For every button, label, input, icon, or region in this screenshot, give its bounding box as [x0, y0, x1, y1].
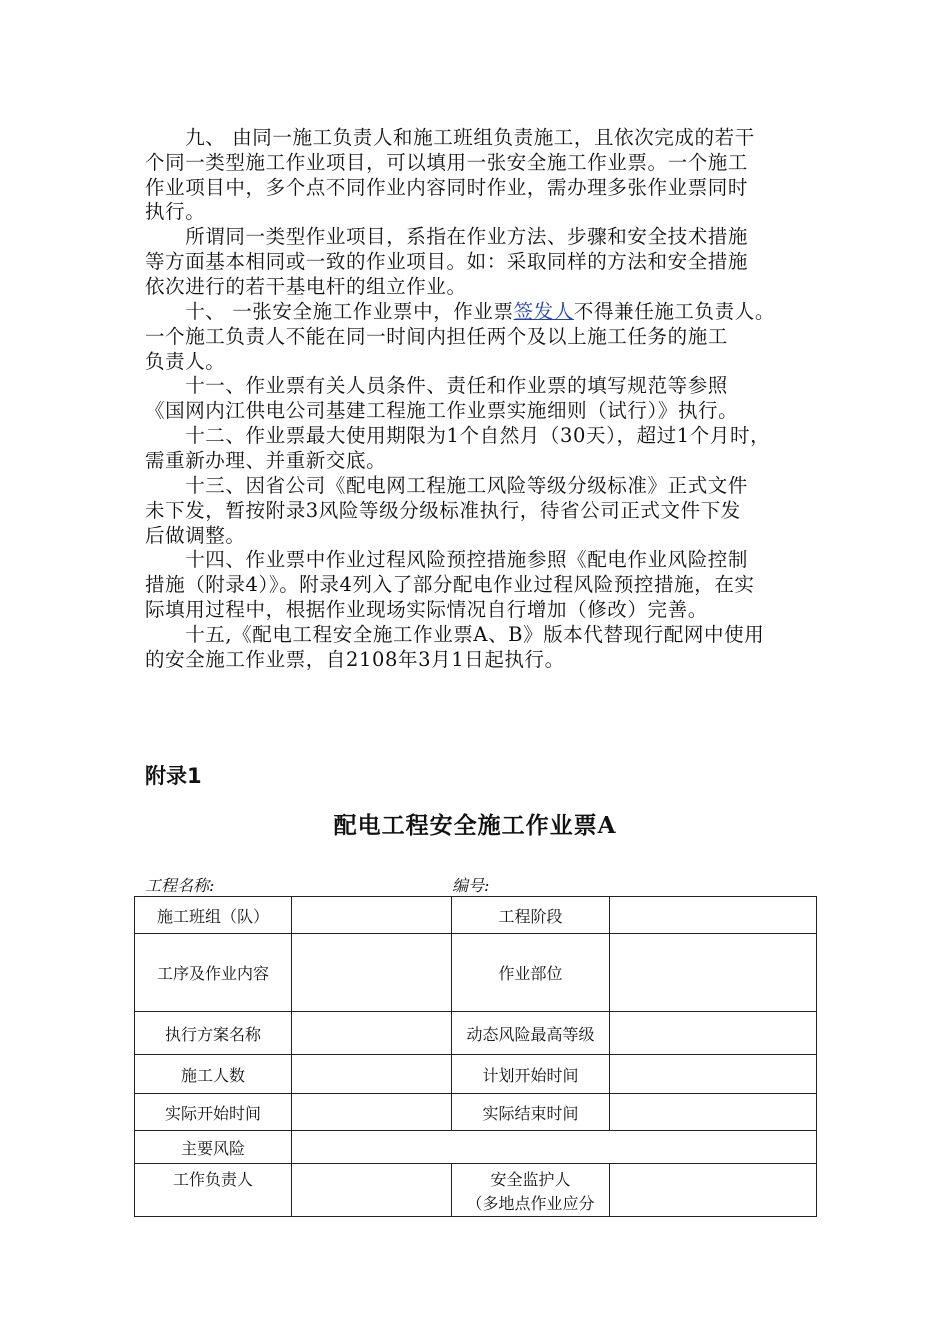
- field-label-risk-level: 动态风险最高等级: [452, 1012, 610, 1055]
- field-label-main-risk: 主要风险: [135, 1131, 292, 1164]
- project-name-label: 工程名称:: [145, 876, 215, 895]
- field-value-main-risk[interactable]: [292, 1131, 817, 1164]
- field-label-line: 安全监护人: [490, 1170, 571, 1189]
- text-line: 十二、作业票最大使用期限为1个自然月（30天），超过1个月时，: [145, 424, 771, 447]
- form-title: 配电工程安全施工作业票A: [333, 812, 617, 839]
- text-line: 负责人。: [145, 349, 226, 373]
- field-label-headcount: 施工人数: [135, 1055, 292, 1094]
- table-row: [135, 1055, 817, 1094]
- field-value-stage[interactable]: [610, 897, 817, 934]
- field-label-actual-start: 实际开始时间: [135, 1094, 292, 1131]
- field-value-actual-start[interactable]: [292, 1094, 452, 1131]
- text-line: 际填用过程中，根据作业现场实际情况自行增加（修改）完善。: [145, 597, 708, 621]
- field-label-work-leader: 工作负责人: [135, 1164, 292, 1217]
- table-row: [135, 1094, 817, 1131]
- text-line: 依次进行的若干基电杆的组立作业。: [145, 274, 467, 298]
- table-row: [135, 1131, 817, 1164]
- paragraph-item-9-definition: [145, 225, 820, 299]
- appendix-heading: 附录1: [145, 764, 202, 788]
- field-value-headcount[interactable]: [292, 1055, 452, 1094]
- field-value-risk-level[interactable]: [610, 1012, 817, 1055]
- field-label-location: 作业部位: [452, 934, 610, 1012]
- table-row: [135, 934, 817, 1012]
- field-value-location[interactable]: [610, 934, 817, 1012]
- paragraph-item-15: [145, 623, 820, 673]
- paragraph-item-10: [145, 300, 820, 374]
- field-label-line: （多地点作业应分: [466, 1194, 595, 1213]
- field-label-team: 施工班组（队）: [135, 897, 292, 934]
- text-segment: 十、 一张安全施工作业票中，作业票: [145, 300, 514, 323]
- field-value-planned-start[interactable]: [610, 1055, 817, 1094]
- text-line: 需重新办理、并重新交底。: [145, 448, 387, 472]
- text-line: 十四、作业票中作业过程风险预控措施参照《配电作业风险控制: [145, 548, 749, 571]
- text-line: 九、 由同一施工负责人和施工班组负责施工，且依次完成的若干: [145, 126, 755, 149]
- text-line: 未下发，暂按附录3风险等级分级标准执行，待省公司正式文件下发: [145, 498, 741, 522]
- text-line: 一个施工负责人不能在同一时间内担任两个及以上施工任务的施工: [145, 324, 728, 348]
- field-label-planned-start: 计划开始时间: [452, 1055, 610, 1094]
- ticket-number-label: 编号:: [452, 876, 490, 895]
- text-line: 执行。: [145, 200, 206, 224]
- paragraph-item-9: [145, 126, 820, 225]
- work-ticket-table: [134, 896, 817, 1217]
- field-label-actual-end: 实际结束时间: [452, 1094, 610, 1131]
- table-row: [135, 1164, 817, 1217]
- text-line: 个同一类型施工作业项目，可以填用一张安全施工作业票。一个施工: [145, 150, 749, 174]
- field-label-process: 工序及作业内容: [135, 934, 292, 1012]
- field-label-stage: 工程阶段: [452, 897, 610, 934]
- paragraph-item-11: [145, 374, 820, 424]
- text-segment: 不得兼任施工负责人。: [573, 300, 775, 323]
- text-line: 的安全施工作业票，自2108年3月1日起执行。: [145, 647, 565, 671]
- text-line: 后做调整。: [145, 523, 246, 547]
- text-line: 等方面基本相同或一致的作业项目。如：采取同样的方法和安全措施: [145, 249, 749, 273]
- field-label-plan: 执行方案名称: [135, 1012, 292, 1055]
- field-value-process[interactable]: [292, 934, 452, 1012]
- paragraph-item-13: [145, 474, 820, 548]
- text-line: 十五,《配电工程安全施工作业票A、B》版本代替现行配网中使用: [145, 623, 765, 646]
- text-line: 所谓同一类型作业项目，系指在作业方法、步骤和安全技术措施: [145, 225, 749, 248]
- field-value-plan[interactable]: [292, 1012, 452, 1055]
- field-value-team[interactable]: [292, 897, 452, 934]
- field-value-safety-supervisor[interactable]: [610, 1164, 817, 1217]
- text-line: 作业项目中，多个点不同作业内容同时作业，需办理多张作业票同时: [145, 175, 749, 199]
- paragraph-item-14: [145, 548, 820, 622]
- text-line: 措施（附录4）》。附录4列入了部分配电作业过程风险预控措施，在实: [145, 572, 755, 596]
- text-line: 《国网内江供电公司基建工程施工作业票实施细则（试行）》执行。: [145, 398, 739, 422]
- field-label-safety-supervisor: [452, 1164, 610, 1217]
- table-row: [135, 1012, 817, 1055]
- table-row: [135, 897, 817, 934]
- text-line: 十一、作业票有关人员条件、责任和作业票的填写规范等参照: [145, 374, 728, 397]
- field-value-actual-end[interactable]: [610, 1094, 817, 1131]
- text-line: 十三、因省公司《配电网工程施工风险等级分级标准》正式文件: [145, 474, 749, 497]
- text-line: [145, 300, 820, 325]
- paragraph-item-12: [145, 424, 820, 474]
- issuer-link[interactable]: 签发人: [513, 300, 574, 323]
- field-value-work-leader[interactable]: [292, 1164, 452, 1217]
